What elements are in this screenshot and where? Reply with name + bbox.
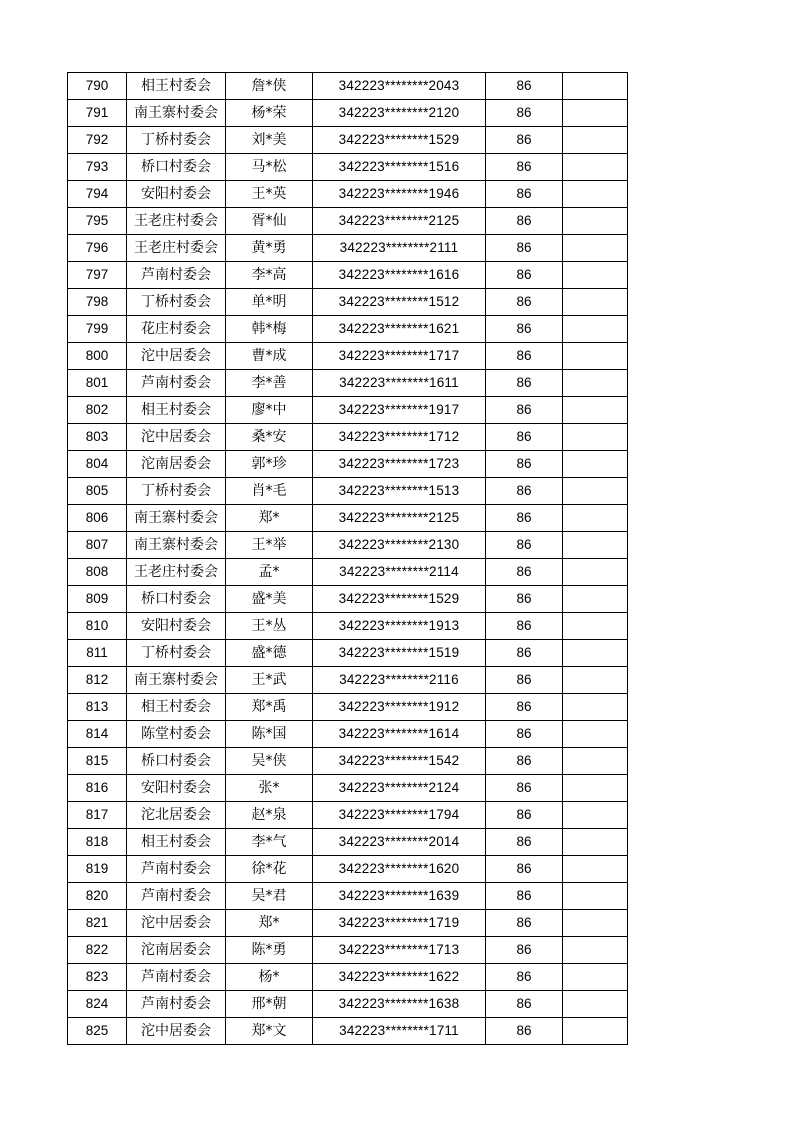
remark-cell [563, 100, 628, 127]
name-cell: 黄*勇 [226, 235, 313, 262]
row-number-cell: 800 [68, 343, 127, 370]
id-number-cell: 342223********1620 [313, 856, 486, 883]
remark-cell [563, 640, 628, 667]
id-number-cell: 342223********1912 [313, 694, 486, 721]
table-row [68, 289, 628, 316]
row-number-cell: 790 [68, 73, 127, 100]
name-cell: 韩*梅 [226, 316, 313, 343]
committee-cell: 沱中居委会 [127, 910, 226, 937]
row-number-cell: 791 [68, 100, 127, 127]
committee-cell: 丁桥村委会 [127, 127, 226, 154]
remark-cell [563, 775, 628, 802]
table-row [68, 856, 628, 883]
committee-cell: 王老庄村委会 [127, 208, 226, 235]
id-number-cell: 342223********1712 [313, 424, 486, 451]
remark-cell [563, 694, 628, 721]
committee-cell: 王老庄村委会 [127, 559, 226, 586]
remark-cell [563, 478, 628, 505]
remark-cell [563, 451, 628, 478]
name-cell: 刘*美 [226, 127, 313, 154]
score-cell: 86 [486, 73, 563, 100]
id-number-cell: 342223********1794 [313, 802, 486, 829]
id-number-cell: 342223********2116 [313, 667, 486, 694]
id-number-cell: 342223********1913 [313, 613, 486, 640]
id-number-cell: 342223********2114 [313, 559, 486, 586]
table-row [68, 613, 628, 640]
id-number-cell: 342223********1713 [313, 937, 486, 964]
table-row [68, 640, 628, 667]
score-cell: 86 [486, 883, 563, 910]
remark-cell [563, 559, 628, 586]
score-cell: 86 [486, 505, 563, 532]
remark-cell [563, 829, 628, 856]
table-row [68, 586, 628, 613]
row-number-cell: 815 [68, 748, 127, 775]
table-row [68, 559, 628, 586]
committee-cell: 芦南村委会 [127, 370, 226, 397]
row-number-cell: 802 [68, 397, 127, 424]
committee-cell: 沱南居委会 [127, 451, 226, 478]
name-cell: 杨*荣 [226, 100, 313, 127]
row-number-cell: 818 [68, 829, 127, 856]
name-cell: 郑*禹 [226, 694, 313, 721]
score-cell: 86 [486, 235, 563, 262]
committee-cell: 芦南村委会 [127, 883, 226, 910]
committee-cell: 花庄村委会 [127, 316, 226, 343]
name-cell: 张* [226, 775, 313, 802]
row-number-cell: 820 [68, 883, 127, 910]
row-number-cell: 795 [68, 208, 127, 235]
remark-cell [563, 910, 628, 937]
table-row [68, 802, 628, 829]
name-cell: 曹*成 [226, 343, 313, 370]
committee-cell: 沱南居委会 [127, 937, 226, 964]
name-cell: 郑* [226, 910, 313, 937]
score-cell: 86 [486, 748, 563, 775]
id-number-cell: 342223********1719 [313, 910, 486, 937]
committee-cell: 南王寨村委会 [127, 667, 226, 694]
row-number-cell: 810 [68, 613, 127, 640]
name-cell: 马*松 [226, 154, 313, 181]
score-cell: 86 [486, 100, 563, 127]
committee-cell: 相王村委会 [127, 397, 226, 424]
id-number-cell: 342223********2124 [313, 775, 486, 802]
row-number-cell: 792 [68, 127, 127, 154]
row-number-cell: 816 [68, 775, 127, 802]
table-row [68, 964, 628, 991]
name-cell: 孟* [226, 559, 313, 586]
score-cell: 86 [486, 721, 563, 748]
committee-cell: 沱中居委会 [127, 343, 226, 370]
score-cell: 86 [486, 478, 563, 505]
row-number-cell: 807 [68, 532, 127, 559]
name-cell: 盛*美 [226, 586, 313, 613]
remark-cell [563, 964, 628, 991]
name-cell: 单*明 [226, 289, 313, 316]
id-number-cell: 342223********1611 [313, 370, 486, 397]
id-number-cell: 342223********1616 [313, 262, 486, 289]
score-cell: 86 [486, 775, 563, 802]
name-cell: 桑*安 [226, 424, 313, 451]
table-row [68, 316, 628, 343]
row-number-cell: 799 [68, 316, 127, 343]
remark-cell [563, 181, 628, 208]
remark-cell [563, 613, 628, 640]
committee-cell: 陈堂村委会 [127, 721, 226, 748]
score-cell: 86 [486, 667, 563, 694]
committee-cell: 芦南村委会 [127, 964, 226, 991]
table-row [68, 532, 628, 559]
score-cell: 86 [486, 262, 563, 289]
score-cell: 86 [486, 613, 563, 640]
row-number-cell: 803 [68, 424, 127, 451]
remark-cell [563, 532, 628, 559]
name-cell: 杨* [226, 964, 313, 991]
id-number-cell: 342223********2111 [313, 235, 486, 262]
remark-cell [563, 748, 628, 775]
table-row [68, 127, 628, 154]
table-row [68, 370, 628, 397]
table-row [68, 721, 628, 748]
id-number-cell: 342223********1723 [313, 451, 486, 478]
table-row [68, 1018, 628, 1045]
table-row [68, 343, 628, 370]
remark-cell [563, 289, 628, 316]
remark-cell [563, 505, 628, 532]
name-cell: 詹*侠 [226, 73, 313, 100]
id-number-cell: 342223********1529 [313, 127, 486, 154]
score-cell: 86 [486, 532, 563, 559]
remark-cell [563, 127, 628, 154]
name-cell: 吴*侠 [226, 748, 313, 775]
remark-cell [563, 262, 628, 289]
table-row [68, 235, 628, 262]
id-number-cell: 342223********1516 [313, 154, 486, 181]
committee-cell: 桥口村委会 [127, 586, 226, 613]
row-number-cell: 813 [68, 694, 127, 721]
score-cell: 86 [486, 991, 563, 1018]
table-row [68, 262, 628, 289]
table-row [68, 397, 628, 424]
row-number-cell: 798 [68, 289, 127, 316]
table-row [68, 667, 628, 694]
row-number-cell: 793 [68, 154, 127, 181]
table-row [68, 478, 628, 505]
id-number-cell: 342223********1917 [313, 397, 486, 424]
score-cell: 86 [486, 910, 563, 937]
table-row [68, 451, 628, 478]
name-cell: 陈*勇 [226, 937, 313, 964]
remark-cell [563, 154, 628, 181]
score-cell: 86 [486, 559, 563, 586]
id-number-cell: 342223********1512 [313, 289, 486, 316]
name-cell: 邢*朝 [226, 991, 313, 1018]
name-cell: 李*高 [226, 262, 313, 289]
row-number-cell: 822 [68, 937, 127, 964]
committee-cell: 安阳村委会 [127, 181, 226, 208]
name-cell: 吴*君 [226, 883, 313, 910]
table-row [68, 910, 628, 937]
row-number-cell: 809 [68, 586, 127, 613]
score-cell: 86 [486, 694, 563, 721]
committee-cell: 丁桥村委会 [127, 478, 226, 505]
score-cell: 86 [486, 451, 563, 478]
score-cell: 86 [486, 424, 563, 451]
name-cell: 王*英 [226, 181, 313, 208]
remark-cell [563, 883, 628, 910]
score-cell: 86 [486, 856, 563, 883]
committee-cell: 王老庄村委会 [127, 235, 226, 262]
row-number-cell: 808 [68, 559, 127, 586]
remark-cell [563, 802, 628, 829]
roster-table-body [68, 73, 628, 1045]
score-cell: 86 [486, 370, 563, 397]
score-cell: 86 [486, 181, 563, 208]
committee-cell: 芦南村委会 [127, 991, 226, 1018]
id-number-cell: 342223********2043 [313, 73, 486, 100]
row-number-cell: 804 [68, 451, 127, 478]
remark-cell [563, 586, 628, 613]
row-number-cell: 805 [68, 478, 127, 505]
row-number-cell: 824 [68, 991, 127, 1018]
committee-cell: 丁桥村委会 [127, 289, 226, 316]
committee-cell: 安阳村委会 [127, 775, 226, 802]
row-number-cell: 819 [68, 856, 127, 883]
table-row [68, 154, 628, 181]
id-number-cell: 342223********2014 [313, 829, 486, 856]
name-cell: 郭*珍 [226, 451, 313, 478]
score-cell: 86 [486, 964, 563, 991]
row-number-cell: 823 [68, 964, 127, 991]
score-cell: 86 [486, 154, 563, 181]
name-cell: 陈*国 [226, 721, 313, 748]
id-number-cell: 342223********1622 [313, 964, 486, 991]
score-cell: 86 [486, 937, 563, 964]
row-number-cell: 796 [68, 235, 127, 262]
remark-cell [563, 235, 628, 262]
name-cell: 李*善 [226, 370, 313, 397]
committee-cell: 丁桥村委会 [127, 640, 226, 667]
table-row [68, 73, 628, 100]
remark-cell [563, 1018, 628, 1045]
name-cell: 盛*德 [226, 640, 313, 667]
score-cell: 86 [486, 289, 563, 316]
committee-cell: 安阳村委会 [127, 613, 226, 640]
remark-cell [563, 667, 628, 694]
row-number-cell: 817 [68, 802, 127, 829]
remark-cell [563, 424, 628, 451]
table-row [68, 829, 628, 856]
name-cell: 赵*泉 [226, 802, 313, 829]
name-cell: 郑* [226, 505, 313, 532]
roster-table [67, 72, 628, 1045]
name-cell: 王*丛 [226, 613, 313, 640]
table-row [68, 775, 628, 802]
remark-cell [563, 208, 628, 235]
id-number-cell: 342223********2125 [313, 208, 486, 235]
committee-cell: 芦南村委会 [127, 856, 226, 883]
remark-cell [563, 343, 628, 370]
remark-cell [563, 991, 628, 1018]
committee-cell: 相王村委会 [127, 694, 226, 721]
name-cell: 李*气 [226, 829, 313, 856]
table-row [68, 991, 628, 1018]
remark-cell [563, 937, 628, 964]
score-cell: 86 [486, 640, 563, 667]
id-number-cell: 342223********1513 [313, 478, 486, 505]
row-number-cell: 797 [68, 262, 127, 289]
row-number-cell: 812 [68, 667, 127, 694]
id-number-cell: 342223********1946 [313, 181, 486, 208]
id-number-cell: 342223********1542 [313, 748, 486, 775]
id-number-cell: 342223********1717 [313, 343, 486, 370]
name-cell: 胥*仙 [226, 208, 313, 235]
table-row [68, 748, 628, 775]
remark-cell [563, 397, 628, 424]
committee-cell: 南王寨村委会 [127, 532, 226, 559]
score-cell: 86 [486, 829, 563, 856]
committee-cell: 相王村委会 [127, 829, 226, 856]
name-cell: 郑*文 [226, 1018, 313, 1045]
committee-cell: 桥口村委会 [127, 748, 226, 775]
id-number-cell: 342223********2125 [313, 505, 486, 532]
id-number-cell: 342223********2130 [313, 532, 486, 559]
name-cell: 徐*花 [226, 856, 313, 883]
score-cell: 86 [486, 586, 563, 613]
row-number-cell: 801 [68, 370, 127, 397]
remark-cell [563, 721, 628, 748]
name-cell: 肖*毛 [226, 478, 313, 505]
table-row [68, 208, 628, 235]
row-number-cell: 811 [68, 640, 127, 667]
table-row [68, 100, 628, 127]
score-cell: 86 [486, 343, 563, 370]
name-cell: 王*举 [226, 532, 313, 559]
committee-cell: 沱中居委会 [127, 424, 226, 451]
committee-cell: 南王寨村委会 [127, 100, 226, 127]
table-row [68, 505, 628, 532]
id-number-cell: 342223********1529 [313, 586, 486, 613]
score-cell: 86 [486, 1018, 563, 1045]
table-row [68, 883, 628, 910]
row-number-cell: 794 [68, 181, 127, 208]
row-number-cell: 814 [68, 721, 127, 748]
remark-cell [563, 370, 628, 397]
id-number-cell: 342223********1614 [313, 721, 486, 748]
score-cell: 86 [486, 127, 563, 154]
id-number-cell: 342223********1519 [313, 640, 486, 667]
score-cell: 86 [486, 316, 563, 343]
name-cell: 廖*中 [226, 397, 313, 424]
row-number-cell: 806 [68, 505, 127, 532]
id-number-cell: 342223********1711 [313, 1018, 486, 1045]
row-number-cell: 821 [68, 910, 127, 937]
committee-cell: 桥口村委会 [127, 154, 226, 181]
committee-cell: 沱中居委会 [127, 1018, 226, 1045]
table-row [68, 694, 628, 721]
committee-cell: 相王村委会 [127, 73, 226, 100]
committee-cell: 南王寨村委会 [127, 505, 226, 532]
remark-cell [563, 316, 628, 343]
name-cell: 王*武 [226, 667, 313, 694]
remark-cell [563, 73, 628, 100]
id-number-cell: 342223********2120 [313, 100, 486, 127]
committee-cell: 沱北居委会 [127, 802, 226, 829]
id-number-cell: 342223********1621 [313, 316, 486, 343]
row-number-cell: 825 [68, 1018, 127, 1045]
table-row [68, 424, 628, 451]
id-number-cell: 342223********1639 [313, 883, 486, 910]
table-row [68, 937, 628, 964]
table-row [68, 181, 628, 208]
committee-cell: 芦南村委会 [127, 262, 226, 289]
score-cell: 86 [486, 802, 563, 829]
score-cell: 86 [486, 397, 563, 424]
id-number-cell: 342223********1638 [313, 991, 486, 1018]
score-cell: 86 [486, 208, 563, 235]
remark-cell [563, 856, 628, 883]
